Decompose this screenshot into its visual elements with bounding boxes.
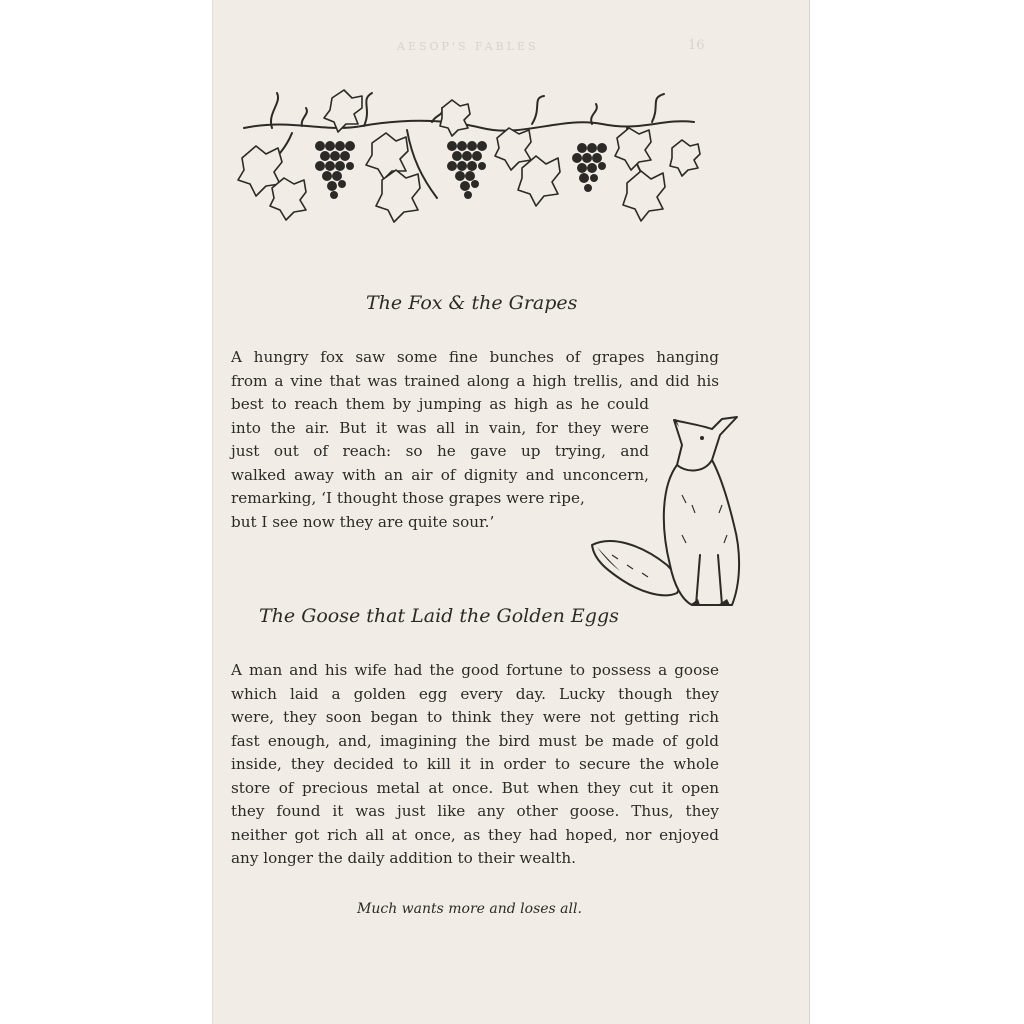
text-line: into the air. But it was all in vain, for they were xyxy=(231,418,649,437)
text-line: just out of reach: so he gave up trying, and xyxy=(231,442,649,460)
text-line: best to reach them by jumping as high as he could xyxy=(231,395,649,413)
running-head: AESOP'S FABLES xyxy=(397,40,539,53)
book-page xyxy=(212,0,810,1024)
text-line: A man and his wife had the good fortune to possess a goose xyxy=(231,661,719,679)
text-line: A hungry fox saw some fine bunches of grapes hanging xyxy=(231,348,719,366)
fox-illustration xyxy=(582,405,757,615)
text-line: they found it was just like any other goose. Thus, they xyxy=(231,802,719,820)
text-line: were, they soon began to think they were not getting rich xyxy=(231,708,719,726)
grape-vine-illustration xyxy=(232,88,702,238)
page-number: 16 xyxy=(688,38,705,53)
fable-text-golden-goose xyxy=(231,659,719,871)
text-line: which laid a golden egg every day. Lucky though they xyxy=(231,684,719,703)
text-line: neither got rich all at once, as they had hoped, nor enjoyed xyxy=(231,825,719,844)
fable-moral: Much wants more and loses all. xyxy=(357,901,582,917)
text-line: store of precious metal at once. But when they cut it open xyxy=(231,778,719,797)
text-line: but I see now they are quite sour.’ xyxy=(231,512,495,531)
text-line: remarking, ‘I thought those grapes were ripe, xyxy=(231,489,585,507)
text-line: from a vine that was trained along a high trellis, and did his xyxy=(231,371,719,390)
fable-title-golden-goose: The Goose that Laid the Golden Eggs xyxy=(259,605,619,627)
text-line: walked away with an air of dignity and unconcern, xyxy=(231,465,649,484)
text-line: any longer the daily addition to their wealth. xyxy=(231,849,576,867)
fable-title-fox-grapes: The Fox & the Grapes xyxy=(366,292,578,314)
text-line: inside, they decided to kill it in order to secure the whole xyxy=(231,755,719,773)
text-line: fast enough, and, imagining the bird must be made of gold xyxy=(231,731,719,750)
